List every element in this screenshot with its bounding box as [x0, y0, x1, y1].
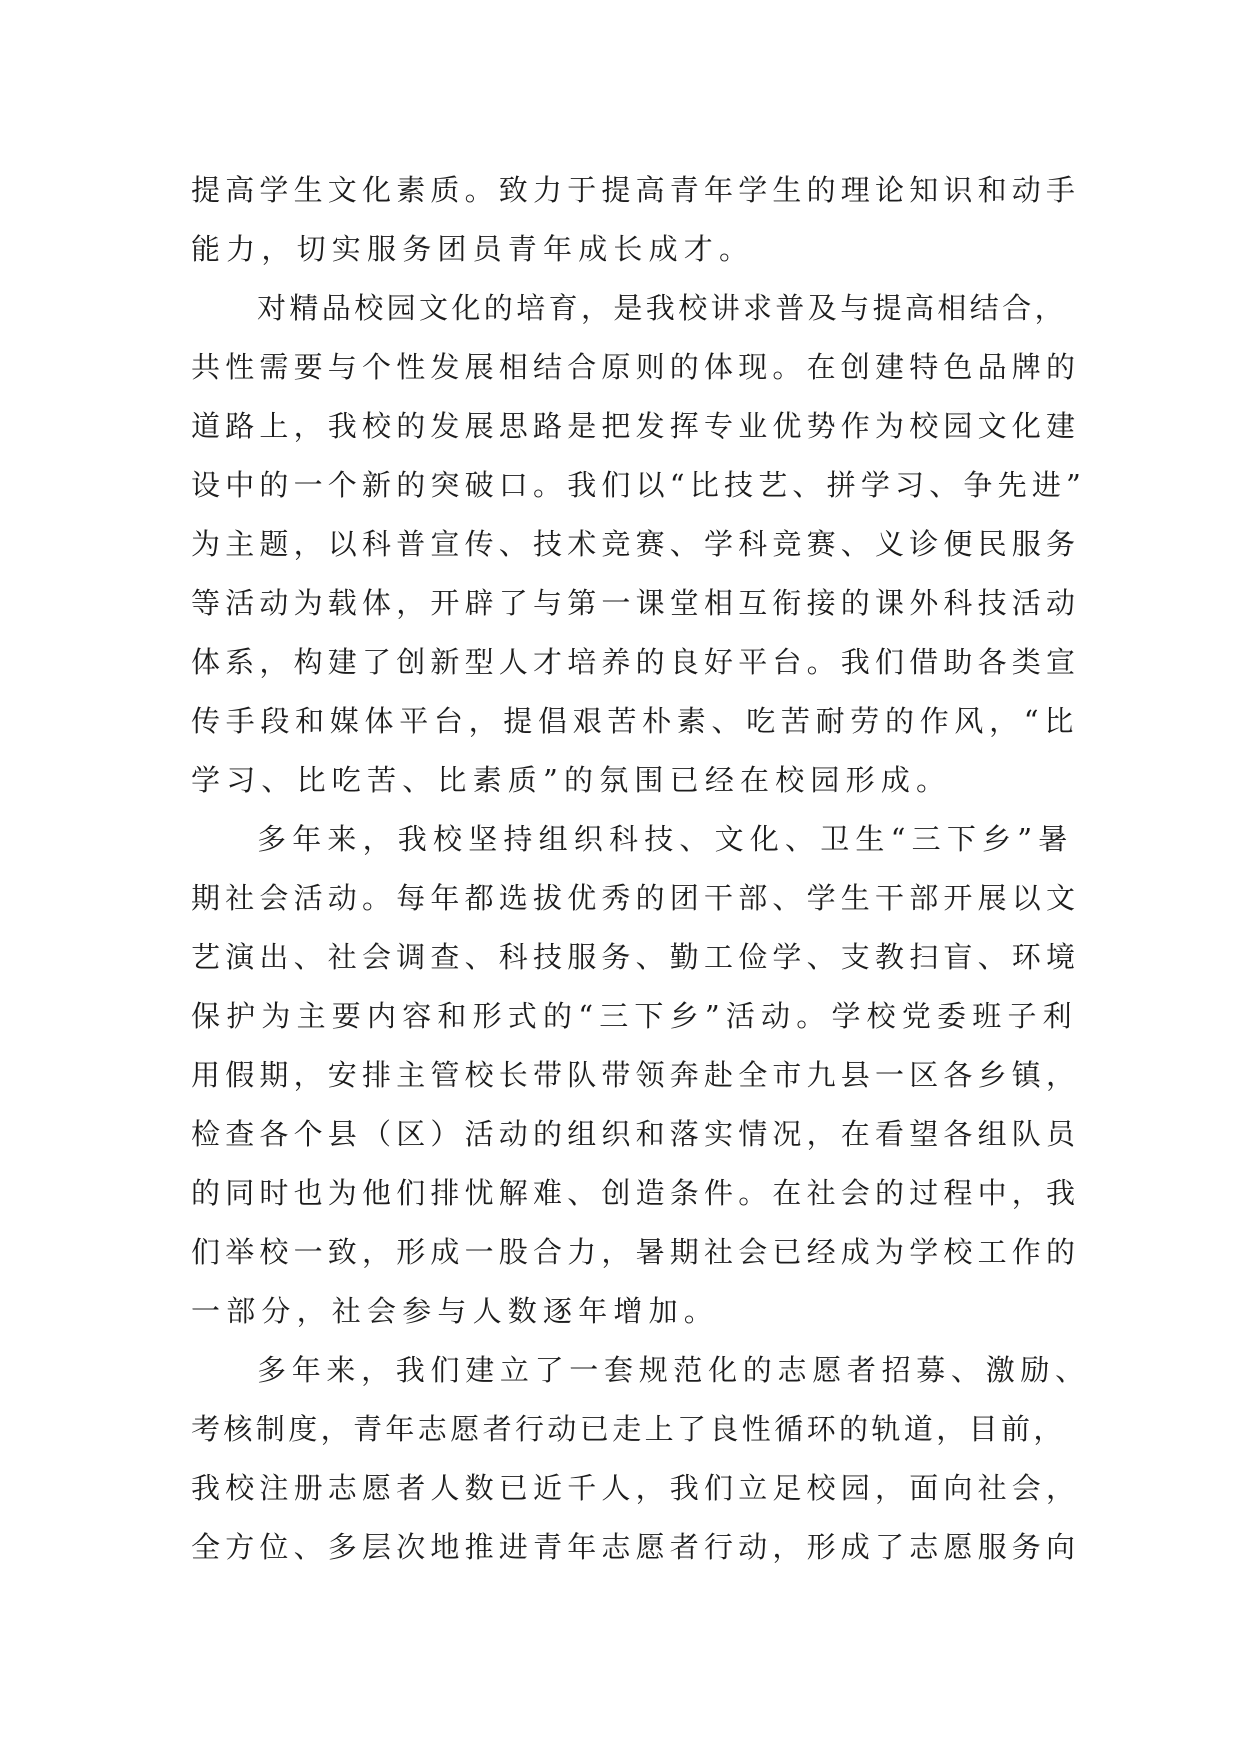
text-line: 我校注册志愿者人数已近千人，我们立足校园，面向社会， — [191, 1471, 1081, 1505]
paragraph-start-line: 对精品校园文化的培育，是我校讲求普及与提高相结合， — [257, 291, 1068, 325]
text-line: 传手段和媒体平台，提倡艰苦朴素、吃苦耐劳的作风，“比 — [191, 704, 1080, 738]
paragraph-start-line: 多年来，我们建立了一套规范化的志愿者招募、激励、 — [257, 1353, 1090, 1387]
text-line: 保护为主要内容和形式的“三下乡”活动。学校党委班子利 — [191, 999, 1078, 1033]
text-line: 期社会活动。每年都选拔优秀的团干部、学生干部开展以文 — [191, 881, 1081, 915]
text-line: 共性需要与个性发展相结合原则的体现。在创建特色品牌的 — [191, 350, 1081, 384]
text-line: 提高学生文化素质。致力于提高青年学生的理论知识和动手 — [191, 173, 1081, 207]
text-line: 为主题，以科普宣传、技术竞赛、学科竞赛、义诊便民服务 — [191, 527, 1081, 561]
text-line: 等活动为载体，开辟了与第一课堂相互衔接的课外科技活动 — [191, 586, 1081, 620]
text-line: 的同时也为他们排忧解难、创造条件。在社会的过程中，我 — [191, 1176, 1081, 1210]
text-line: 全方位、多层次地推进青年志愿者行动，形成了志愿服务向 — [191, 1530, 1081, 1564]
text-line: 一部分，社会参与人数逐年增加。 — [191, 1294, 720, 1328]
text-line: 们举校一致，形成一股合力，暑期社会已经成为学校工作的 — [191, 1235, 1081, 1269]
text-line: 检查各个县（区）活动的组织和落实情况，在看望各组队员 — [191, 1117, 1081, 1151]
text-line: 体系，构建了创新型人才培养的良好平台。我们借助各类宣 — [191, 645, 1081, 679]
paragraph-start-line: 多年来，我校坚持组织科技、文化、卫生“三下乡”暑 — [257, 822, 1074, 856]
text-line: 学习、比吃苦、比素质”的氛围已经在校园形成。 — [191, 763, 952, 797]
text-line: 道路上，我校的发展思路是把发挥专业优势作为校园文化建 — [191, 409, 1081, 443]
body-text — [191, 161, 1091, 1577]
text-line: 用假期，安排主管校长带队带领奔赴全市九县一区各乡镇， — [191, 1058, 1081, 1092]
text-line: 设中的一个新的突破口。我们以“比技艺、拼学习、争先进” — [191, 468, 1087, 502]
text-line: 考核制度，青年志愿者行动已走上了良性循环的轨道，目前， — [191, 1412, 1066, 1446]
text-line: 艺演出、社会调查、科技服务、勤工俭学、支教扫盲、环境 — [191, 940, 1081, 974]
text-line: 能力，切实服务团员青年成长成才。 — [191, 232, 755, 266]
